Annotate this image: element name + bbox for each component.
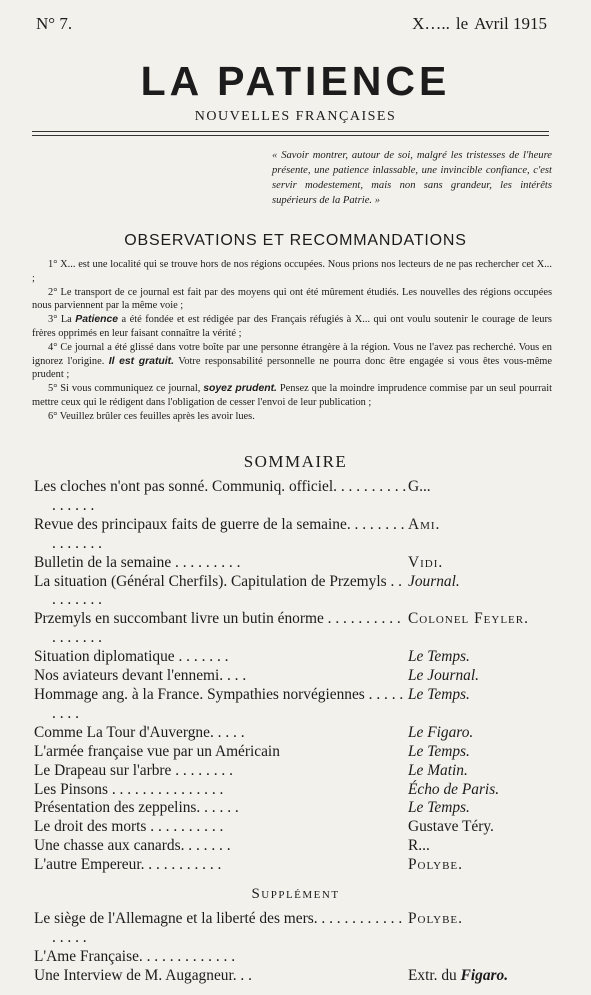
newspaper-subtitle: NOUVELLES FRANÇAISES <box>194 109 397 124</box>
supplement-list <box>34 910 554 986</box>
observation-5-c: Pensez que la moindre imprudence commise par un seul pourrait mettre ceux qui le rédigent dans l'obligation de cesser l'envoi de leur publication ; <box>32 383 552 408</box>
toc-row <box>34 724 554 743</box>
toc-row <box>34 667 554 686</box>
toc-title: Hommage ang. à la France. Sympathies norvégiennes . . . . . . . . . <box>34 685 404 722</box>
toc-source: Journal. <box>408 572 460 590</box>
observation-2: 2° Le transport de ce journal est fait par des moyens qui ont été mûrement étudiés. Les nouvelles des régions occupées nous parviennent par la même voie ; <box>32 286 552 312</box>
toc-title: Comme La Tour d'Auvergne. . . . . <box>34 723 245 741</box>
toc-title: L'Ame Française. . . . . . . . . . . . . <box>34 947 236 965</box>
issue-place: X….. <box>412 14 450 33</box>
toc-row <box>34 554 554 573</box>
toc-source: Le Journal. <box>408 667 479 685</box>
toc-source: Le Figaro. <box>408 723 474 741</box>
observation-3-c: a été fondée et est rédigée par des Français réfugiés à X... qui ont voulu soutenir le courage de leurs frères opprimés en leur faisant connaître la vérité ; <box>32 314 552 339</box>
toc-row <box>34 762 554 781</box>
sommaire-title: SOMMAIRE <box>243 452 348 471</box>
toc-title: L'armée française vue par un Américain <box>34 742 280 760</box>
toc-title: Une chasse aux canards. . . . . . . <box>34 837 231 855</box>
toc-title: Nos aviateurs devant l'ennemi. . . . <box>34 667 247 685</box>
observation-5-a: 5° Si vous communiquez ce journal, <box>48 383 201 395</box>
toc-source: Gustave Téry. <box>408 818 494 836</box>
observation-5 <box>32 382 552 410</box>
toc-title: Situation diplomatique . . . . . . . <box>34 648 229 666</box>
toc-source: Ami. <box>408 515 441 533</box>
sommaire-list <box>34 478 554 875</box>
toc-source: Polybe. <box>408 856 463 874</box>
toc-source: Le Temps. <box>408 685 470 703</box>
issue-date <box>406 14 547 34</box>
divider-rule <box>32 135 549 136</box>
toc-source: Polybe. <box>408 910 463 927</box>
toc-row <box>34 781 554 800</box>
toc-source: G... <box>408 478 431 495</box>
observation-6: 6° Veuillez brûler ces feuilles après les avoir lues. <box>48 410 255 422</box>
toc-row <box>34 516 554 554</box>
observation-4-a: 4° Ce journal a été glissé dans votre boîte par une personne étrangère à la région. Vous ne l'avez pas recherché. Vous en ignorez l'origine. <box>32 341 552 367</box>
toc-title: Przemyls en succombant livre un butin énorme . . . . . . . . . . . . . . . . . <box>34 610 401 647</box>
issue-header <box>36 14 547 34</box>
toc-title: Une Interview de M. Augagneur. . . <box>34 966 252 984</box>
toc-row <box>34 837 554 856</box>
toc-row <box>34 948 554 967</box>
toc-row <box>34 910 554 948</box>
toc-source: Vidi. <box>408 553 444 571</box>
toc-title: Le Drapeau sur l'arbre . . . . . . . . <box>34 761 233 779</box>
observation-4 <box>32 341 552 382</box>
toc-title: Le siège de l'Allemagne et la liberté des mers. . . . . . . . . . . . . . . . . <box>34 910 403 946</box>
toc-source: Le Matin. <box>408 761 468 779</box>
toc-title: Revue des principaux faits de guerre de la semaine. . . . . . . . . . . . . . . <box>34 515 405 552</box>
toc-title: Présentation des zeppelins. . . . . . <box>34 799 239 817</box>
toc-source: Le Temps. <box>408 742 470 760</box>
toc-source: R... <box>408 837 430 855</box>
toc-source-prefix: Extr. du <box>408 966 457 984</box>
toc-row <box>34 818 554 837</box>
gratuit-emphasis: Il est gratuit. <box>108 355 174 367</box>
issue-day: le <box>455 14 469 33</box>
toc-title: Bulletin de la semaine . . . . . . . . . <box>34 553 241 571</box>
newspaper-title: LA PATIENCE <box>140 58 451 104</box>
toc-source: Écho de Paris. <box>408 780 500 798</box>
issue-month-year: Avril 1915 <box>474 14 547 33</box>
observation-3-a: 3° La <box>48 314 72 326</box>
toc-source-journal: Figaro. <box>460 966 509 984</box>
toc-source <box>408 967 554 986</box>
supplement-title: Supplément <box>251 886 340 902</box>
toc-row <box>34 799 554 818</box>
prudent-emphasis: soyez prudent. <box>203 383 277 395</box>
toc-row <box>34 743 554 762</box>
toc-row <box>34 648 554 667</box>
toc-row <box>34 686 554 724</box>
observations-body <box>32 258 552 424</box>
toc-source: Le Temps. <box>408 648 470 666</box>
toc-row <box>34 573 554 611</box>
observation-4-c: Votre responsabilité personnelle ne pourra donc être engagée si vous êtes vous-même prudent ; <box>32 355 553 381</box>
toc-source: Le Temps. <box>408 799 470 817</box>
toc-row <box>34 856 554 875</box>
observation-3 <box>32 313 552 341</box>
issue-number: N° 7. <box>36 14 73 33</box>
divider-rule <box>32 131 549 132</box>
toc-title: La situation (Général Cherfils). Capitulation de Przemyls . . . . . . . . . <box>34 572 402 609</box>
toc-title: Le droit des morts . . . . . . . . . . <box>34 818 224 836</box>
toc-title: Les Pinsons . . . . . . . . . . . . . . . <box>34 780 224 798</box>
toc-source: Colonel Feyler. <box>408 610 529 628</box>
toc-row <box>34 478 554 516</box>
toc-title: L'autre Empereur. . . . . . . . . . . <box>34 856 222 874</box>
toc-title: Les cloches n'ont pas sonné. Communiq. officiel. . . . . . . . . . . . . . . . <box>34 478 407 514</box>
epigraph: « Savoir montrer, autour de soi, malgré les tristesses de l'heure présente, une patience inlassable, une invincible confiance, c'est servir modestement, mais non sans grandeur, les intérêts supérieurs de la Patrie. » <box>272 150 552 206</box>
observation-1: 1° X... est une localité qui se trouve hors de nos régions occupées. Nous prions nos lecteurs de ne pas rechercher cet X... ; <box>32 259 552 284</box>
toc-row <box>34 610 554 648</box>
patience-emphasis: Patience <box>75 314 119 326</box>
observations-title: OBSERVATIONS ET RECOMMANDATIONS <box>124 232 467 249</box>
toc-row <box>34 967 554 986</box>
